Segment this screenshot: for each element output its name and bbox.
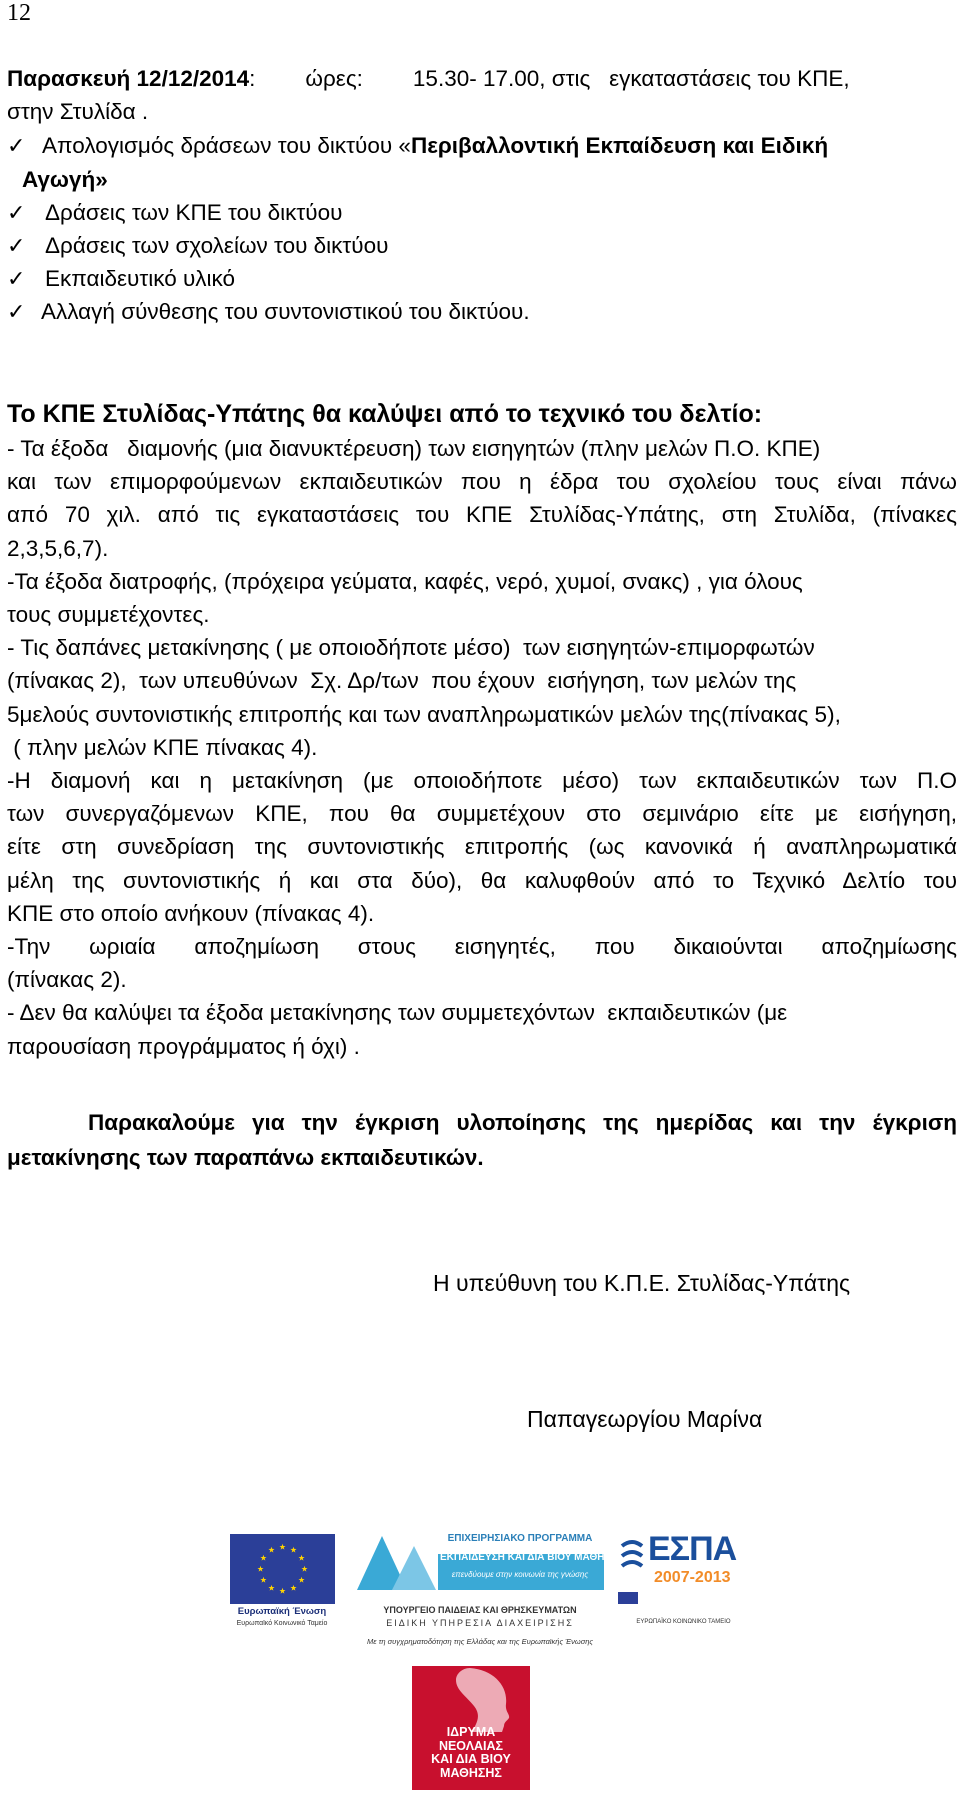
checklist-item-text: Απολογισμός δράσεων του δικτύου « xyxy=(42,133,411,158)
body-line: -Η διαμονή και η μετακίνηση (με οποιοδήποτε μέσο) των εκπαιδευτικών των Π.Ο xyxy=(7,768,957,793)
checklist-item-bold: Αγωγή» xyxy=(22,167,108,192)
body-line: - Δεν θα καλύψει τα έξοδα μετακίνησης των συμμετεχόντων εκπαιδευτικών (με xyxy=(7,1000,788,1026)
signature-role: Η υπεύθυνη του Κ.Π.Ε. Στυλίδας-Υπάτης xyxy=(433,1270,851,1296)
ep-title: ΕΠΙΧΕΙΡΗΣΙΑΚΟ ΠΡΟΓΡΑΜΜΑ xyxy=(447,1533,593,1544)
checklist-item xyxy=(7,133,828,159)
body-line: των συνεργαζόμενων ΚΠΕ, που θα συμμετέχουν στο σεμινάριο είτε με εισήγηση, xyxy=(7,801,957,827)
cofinancing-note: Με τη συγχρηματοδότηση της Ελλάδας και της Ευρωπαϊκής Ένωσης xyxy=(366,1637,594,1646)
eu-label: Ευρωπαϊκή Ένωση xyxy=(237,1606,327,1617)
ep-slogan: επενδύουμε στην κοινωνία της γνώσης xyxy=(451,1570,589,1579)
inedivim-text xyxy=(412,1726,530,1780)
body-line: -Τα έξοδα διατροφής, (πρόχειρα γεύματα, καφές, νερό, χυμοί, σνακς) , για όλους xyxy=(7,568,803,594)
ep-ministry: ΥΠΟΥΡΓΕΙΟ ΠΑΙΔΕΙΑΣ ΚΑΙ ΘΡΗΣΚΕΥΜΑΤΩΝ xyxy=(383,1605,577,1615)
body-line: (πίνακας 2), των υπευθύνων Σχ. Δρ/των που έχουν εισήγηση, των μελών της xyxy=(7,668,797,694)
inedivim-line: ΜΑΘΗΣΗΣ xyxy=(440,1765,502,1780)
checkmark-icon: ✓ xyxy=(7,299,26,324)
intro-line xyxy=(7,66,850,92)
body-line: και των επιμορφούμενων εκπαιδευτικών που η έδρα του σχολείου τους είναι πάνω xyxy=(7,469,957,495)
signature-name: Παπαγεωργίου Μαρίνα xyxy=(527,1406,763,1432)
checkmark-icon: ✓ xyxy=(7,200,26,225)
body-line: ( πλην μελών ΚΠΕ πίνακας 4). xyxy=(7,734,318,760)
eu-sublabel: Ευρωπαϊκό Κοινωνικό Ταμείο xyxy=(236,1620,328,1627)
meeting-date: Παρασκευή 12/12/2014 xyxy=(7,66,250,91)
request-line-1: Παρακαλούμε για την έγκριση υλοποίησης της ημερίδας και την έγκριση xyxy=(88,1110,957,1135)
meeting-time-place: : ώρες: 15.30- 17.00, στις εγκαταστάσεις του ΚΠΕ, xyxy=(249,66,850,91)
espa-years: 2007-2013 xyxy=(654,1569,731,1586)
body-line: από 70 χιλ. από τις εγκαταστάσεις του ΚΠΕ Στυλίδας-Υπάτης, στη Στυλίδα, (πίνακες xyxy=(7,502,957,528)
body-line: είτε στη συνεδρίαση της συντονιστικής επιτροπής (ως κανονικά ή αναπληρωματικά xyxy=(7,834,957,860)
checklist-item-text: Εκπαιδευτικό υλικό xyxy=(45,266,235,291)
espa-fund: ΕΥΡΩΠΑΪΚΟ ΚΟΙΝΩΝΙΚΟ ΤΑΜΕΙΟ xyxy=(636,1619,731,1625)
checkmark-icon: ✓ xyxy=(7,233,26,258)
body-line: - Τις δαπάνες μετακίνησης ( με οποιοδήποτε μέσο) των εισηγητών-επιμορφωτών xyxy=(7,635,815,661)
espa-title: ΕΣΠΑ xyxy=(648,1530,737,1568)
checklist-item xyxy=(7,299,530,325)
checklist-item xyxy=(7,200,342,226)
ep-special-service: ΕΙΔΙΚΗ ΥΠΗΡΕΣΙΑ ΔΙΑΧΕΙΡΙΣΗΣ xyxy=(386,1618,574,1628)
body-line: παρουσίαση προγράμματος ή όχι) . xyxy=(7,1033,360,1059)
checkmark-icon: ✓ xyxy=(7,133,26,158)
eu-flag-icon xyxy=(230,1534,335,1604)
checklist-item-text: Δράσεις των ΚΠΕ του δικτύου xyxy=(45,200,343,225)
checklist-item-continued xyxy=(22,167,108,193)
checklist-item xyxy=(7,233,388,259)
checklist-item-bold: Περιβαλλοντική Εκπαίδευση και Ειδική xyxy=(410,133,829,158)
checklist-item-text: Δράσεις των σχολείων του δικτύου xyxy=(45,233,389,258)
checklist-item-text: Αλλαγή σύνθεσης του συντονιστικού του δικτύου. xyxy=(41,299,530,324)
body-line: 5μελούς συντονιστικής επιτροπής και των αναπληρωματικών μελών της(πίνακας 5), xyxy=(7,701,841,727)
body-line: τους συμμετέχοντες. xyxy=(7,602,210,627)
ep-subtitle: ΕΚΠΑΙΔΕΥΣΗ ΚΑΙ ΔΙΑ ΒΙΟΥ ΜΑΘΗΣΗ xyxy=(440,1552,618,1563)
intro-line-2: στην Στυλίδα . xyxy=(7,99,149,124)
checklist-item xyxy=(7,266,235,292)
eu-flag-logo xyxy=(230,1534,335,1604)
body-line: 2,3,5,6,7). xyxy=(7,535,109,561)
body-line: ΚΠΕ στο οποίο ανήκουν (πίνακας 4). xyxy=(7,900,375,926)
page-number: 12 xyxy=(7,0,31,26)
inedivim-line: ΙΔΡΥΜΑ xyxy=(446,1725,496,1739)
inedivim-line: ΚΑΙ ΔΙΑ ΒΙΟΥ xyxy=(431,1752,511,1766)
body-line: -Την ωριαία αποζημίωση στους εισηγητές, που δικαιούνται αποζημίωσης xyxy=(7,934,957,959)
body-line: - Τα έξοδα διαμονής (μια διανυκτέρευση) των εισηγητών (πλην μελών Π.Ο. ΚΠΕ) xyxy=(7,436,821,461)
inedivim-line: ΝΕΟΛΑΙΑΣ xyxy=(438,1738,504,1753)
body-line: μέλη της συντονιστικής ή και στα δύο), θα καλυφθούν από το Τεχνικό Δελτίο του xyxy=(7,867,957,893)
checkmark-icon: ✓ xyxy=(7,266,26,291)
request-line-2: μετακίνησης των παραπάνω εκπαιδευτικών. xyxy=(7,1145,484,1170)
inedivim-logo xyxy=(412,1666,530,1790)
body-line: (πίνακας 2). xyxy=(7,967,127,993)
section-heading: Το ΚΠΕ Στυλίδας-Υπάτης θα καλύψει από το τεχνικό του δελτίο: xyxy=(7,400,763,428)
